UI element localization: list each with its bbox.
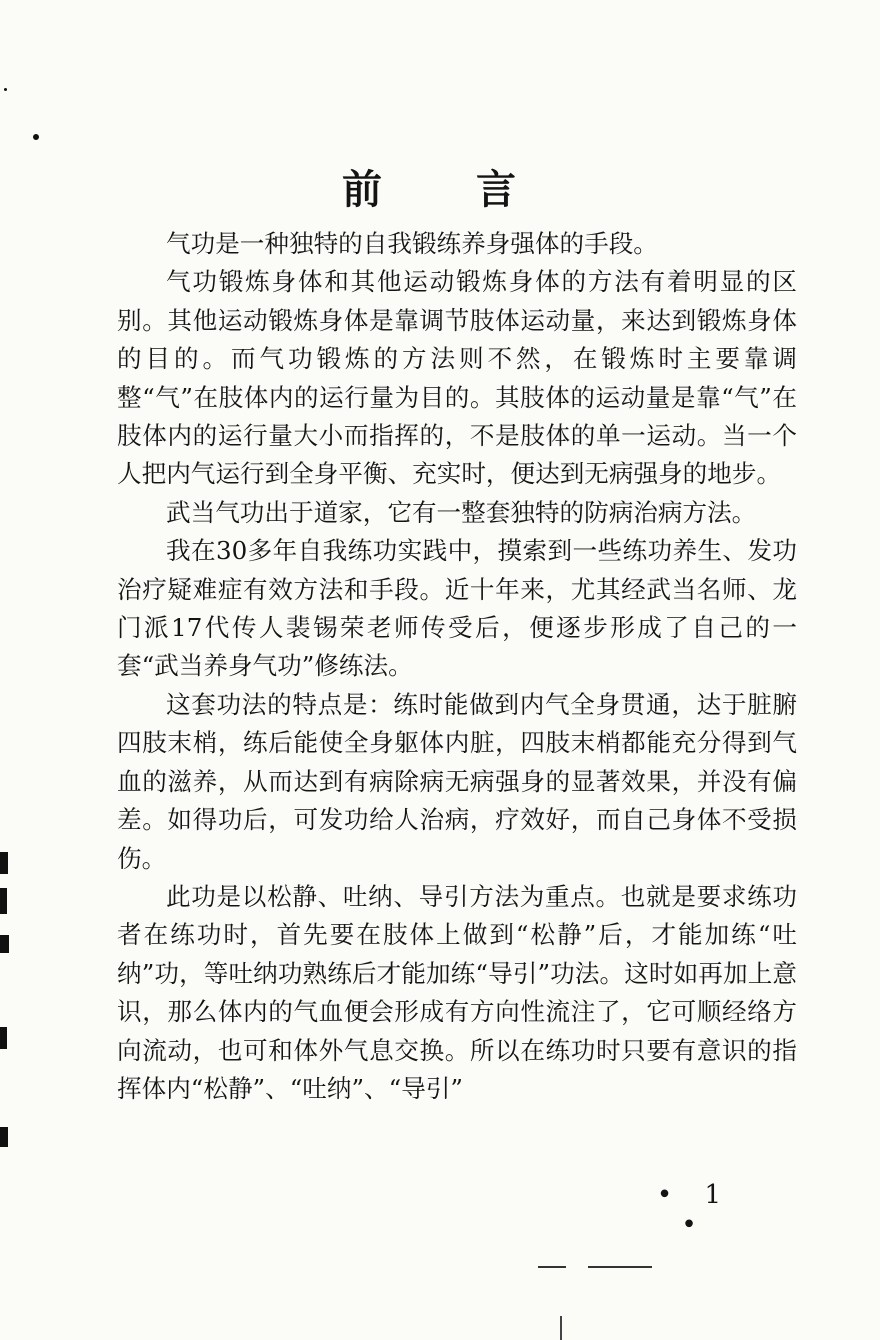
binding-edge-mark: [0, 935, 9, 953]
binding-edge-mark: [0, 1127, 8, 1147]
scan-speck: [33, 134, 39, 140]
scan-line: [588, 1266, 652, 1268]
body-text: [117, 225, 797, 1108]
scan-line: [538, 1266, 566, 1268]
page-title: 前 言: [342, 166, 556, 213]
paragraph-1: 气功是一种独特的自我锻练养身强体的手段。: [166, 229, 658, 258]
scan-line: [560, 1316, 562, 1340]
paragraph-3: 武当气功出于道家，它有一整套独特的防病治病方法。: [166, 497, 757, 527]
scan-speck: [4, 88, 7, 91]
paragraph-6: 此功是以松静、吐纳、导引方法为重点。也就是要求练功者在练功时，首先要在肢体上做到“松静”后，才能加练“吐纳”功，等吐纳功熟练后才能加练“导引”功法。这时如再加上意识，那么体内的气血便会形成有方向性流注了，它可顺经络方向流动，也可和体外气息交换。所以在练功时只要有意识的指挥体内“松静”、“吐纳”、“导引”: [117, 881, 797, 1103]
binding-edge-mark: [0, 1027, 7, 1049]
binding-edge-mark: [0, 888, 7, 914]
page-number: • 1 •: [656, 1180, 734, 1240]
paragraph-5: 这套功法的特点是：练时能做到内气全身贯通，达于脏腑四肢末梢，练后能使全身躯体内脏，四肢末梢都能充分得到气血的滋养，从而达到有病除病无病强身的显著效果，并没有偏差。如得功后，可发功给人治病，疗效好，而自己身体不受损伤。: [117, 689, 797, 873]
paragraph-4: 我在30多年自我练功实践中，摸索到一些练功养生、发功治疗疑难症有效方法和手段。近十年来，尤其经武当名师、龙门派17代传人裴锡荣老师传受后，便逐步形成了自己的一套“武当养身气功”修练法。: [117, 536, 797, 681]
binding-edge-mark: [0, 852, 8, 874]
paragraph-2: 气功锻炼身体和其他运动锻炼身体的方法有着明显的区别。其他运动锻炼身体是靠调节肢体运动量，来达到锻炼身体的目的。而气功锻炼的方法则不然，在锻炼时主要靠调整“气”在肢体内的运行量为目的。其肢体的运动量是靠“气”在肢体内的运行量大小而指挥的，不是肢体的单一运动。当一个人把内气运行到全身平衡、充实时，便达到无病强身的地步。: [117, 267, 797, 489]
